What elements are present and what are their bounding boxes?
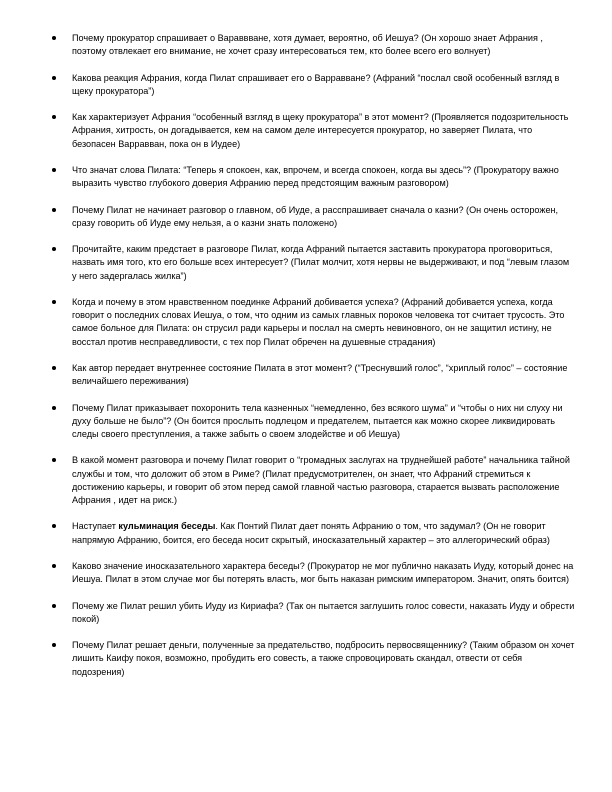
list-item (0, 600, 612, 626)
item-text: Почему прокуратор спрашивает о Вараввване, хотя думает, вероятно, об Иешуа? (Он хорошо знает Афрания , поэтому отвлекает его внимание, не хочет сразу интересоваться тем, кто более всего его волнует) (72, 33, 543, 57)
bullet-icon (52, 208, 56, 212)
bullet-icon (52, 458, 56, 462)
item-text-start: Наступает (72, 521, 119, 532)
list-item (0, 560, 612, 586)
item-text: Прочитайте, каким предстает в разговоре Пилат, когда Афраний пытается заставить прокуратора проговориться, назвать имя того, кто его больше всех интересует? (Пилат молчит, хотя нервы не выдерживают, и под “левым глазом у него задергалась жилка”) (72, 244, 570, 281)
item-text: Как автор передает внутреннее состояние Пилата в этот момент? (“Треснувший голос”, “хриплый голос” – состояние величайшего переживания) (72, 362, 568, 387)
bullet-icon (52, 247, 56, 251)
bullet-icon (52, 643, 56, 647)
item-emphasis: кульминация беседы (118, 521, 216, 532)
list-item (0, 111, 612, 151)
bullet-icon (52, 604, 56, 608)
item-text-end: . Как Понтий Пилат дает понять Афранию о том, что задумал? (Он не говорит напрямую Афранию, боится, его беседа носит скрытый, иносказательный характер – это аллегорический образ) (72, 521, 550, 545)
list-item (0, 204, 612, 230)
bullet-icon (52, 36, 56, 40)
bullet-icon (52, 406, 56, 410)
bullet-icon (52, 168, 56, 172)
list-item (0, 402, 612, 442)
item-text: Почему Пилат решает деньги, полученные за предательство, подбросить первосвященнику? (Таким образом он хочет лишить Каифу покоя, возможно, пробудить его совесть, а также спровоцировать скандал, отвести от себя подозрения) (72, 640, 575, 677)
list-item (0, 32, 612, 58)
question-list (0, 32, 612, 692)
list-item (0, 520, 612, 546)
item-text: Почему Пилат не начинает разговор о главном, об Иуде, а расспрашивает сначала о казни? (Он очень осторожен, сразу говорить об Иуде ему нельзя, а о казни знать положено) (72, 204, 559, 228)
item-text: В какой момент разговора и почему Пилат говорит о “громадных заслугах на труднейшей работе” начальника тайной службы и том, что доложит об этом в Риме? (Пилат предусмотрителен, он знает, что Афраний стремиться к достижению карьеры, и говорит об этом перед самой главной частью разговора, старается вызвать расположение Афрания , идет на риск.) (72, 455, 570, 505)
list-item (0, 362, 612, 388)
item-text: Что значат слова Пилата: “Теперь я спокоен, как, впрочем, и всегда спокоен, когда вы здесь”? (Прокуратору важно выразить чувство глубокого доверия Афранию перед предстоящим важным разговором) (72, 164, 559, 189)
bullet-icon (52, 564, 56, 568)
bullet-icon (52, 366, 56, 370)
bullet-icon (52, 76, 56, 80)
list-item (0, 164, 612, 190)
list-item (0, 72, 612, 98)
item-text: Каково значение иносказательного характера беседы? (Прокуратор не мог публично наказать Иуду, который донес на Иешуа. Пилат в этом случае мог бы потерять власть, мог быть наказан римским императором. Значит, опять боится) (72, 560, 574, 585)
bullet-icon (52, 115, 56, 119)
list-item (0, 639, 612, 679)
bullet-icon (52, 300, 56, 304)
bullet-icon (52, 524, 56, 528)
item-text: Когда и почему в этом нравственном поединке Афраний добивается успеха? (Афраний добивается успеха, когда говорит о последних словах Иешуа, о том, что одним из самых главных пороков человека тот считает трусость. Это самое больное для Пилата: он струсил ради карьеры и послал на смерть невиновного, он не защитил истину, не восстал против несправедливости, с тех пор Пилат обречен на душевные страдания) (72, 296, 565, 347)
item-text: Какова реакция Афрания, когда Пилат спрашивает его о Варравване? (Афраний “послал свой особенный взгляд в щеку прокуратора”) (72, 72, 560, 96)
item-text: Как характеризует Афрания “особенный взгляд в щеку прокуратора” в этот момент? (Проявляется подозрительность Афрания, хитрость, он догадывается, кем на самом деле интересуется прокуратор, но заверяет Пилата, что безопасен Варравван, пока он в Иудее) (72, 112, 569, 149)
list-item (0, 454, 612, 507)
item-text: Почему Пилат приказывает похоронить тела казненных “немедленно, без всякого шума” и “чтобы о них ни слуху ни духу больше не было”? (Он боится прослыть подлецом и предателем, пытается как можно скорее ликвидировать следы своего преступления, а также забыть о своем злодействе и об Иешуа) (72, 402, 563, 439)
list-item (0, 243, 612, 283)
item-text: Почему же Пилат решил убить Иуду из Кириафа? (Так он пытается заглушить голос совести, наказать Иуду и обрести покой) (72, 600, 575, 624)
list-item (0, 296, 612, 349)
